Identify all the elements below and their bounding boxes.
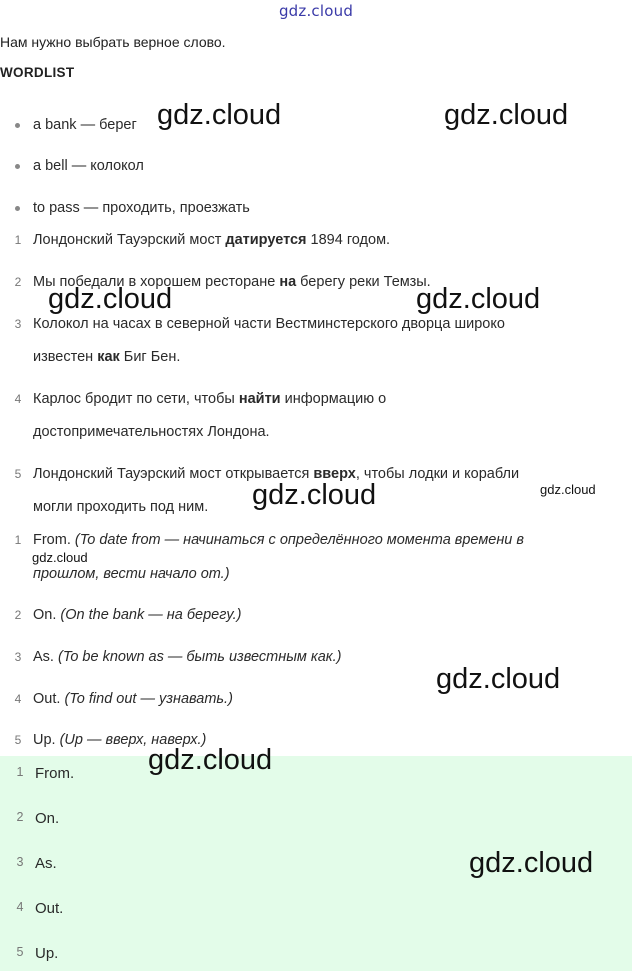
item-number: 3 <box>16 855 24 869</box>
sentence-text: Биг Бен. <box>119 349 181 365</box>
sentence-text: , чтобы лодки и корабли <box>355 466 520 482</box>
explanation-hint: (To be known as — быть известным как.) <box>57 649 342 665</box>
bullet-icon <box>15 206 20 211</box>
sentence-text: достопримечательностях Лондона. <box>33 424 270 440</box>
sentence-text: известен <box>33 349 98 365</box>
answer-word: From. <box>33 532 75 548</box>
explanation-hint: (To date from — начинаться с определённого момента времени в <box>74 532 524 548</box>
site-logo[interactable]: gdz.cloud <box>278 2 354 20</box>
item-number: 2 <box>14 608 22 622</box>
item-number: 2 <box>14 275 22 289</box>
translation: колокол <box>90 158 144 174</box>
highlight-word: вверх <box>313 466 356 482</box>
watermark: gdz.cloud <box>148 744 273 776</box>
watermark: gdz.cloud <box>32 550 88 565</box>
watermark: gdz.cloud <box>469 847 594 879</box>
answer-text: As. <box>35 855 57 872</box>
separator: — <box>67 158 91 174</box>
watermark: gdz.cloud <box>252 479 377 511</box>
answer-word: As. <box>33 649 58 665</box>
bullet-icon <box>15 164 20 169</box>
item-number: 5 <box>14 467 22 481</box>
wordlist-heading: WORDLIST <box>0 65 75 80</box>
separator: — <box>79 200 103 216</box>
explanation-hint: (To find out — узнавать.) <box>64 691 233 707</box>
sentence-text: Мы победали в хорошем ресторане <box>33 274 280 290</box>
term: a bell <box>33 158 68 174</box>
translation: проходить, проезжать <box>102 200 250 216</box>
sentence-text: могли проходить под ним. <box>33 499 209 515</box>
answer-word: On. <box>33 607 61 623</box>
watermark: gdz.cloud <box>48 283 173 315</box>
sentence-text: Карлос бродит по сети, чтобы <box>33 391 239 407</box>
item-number: 4 <box>16 900 24 914</box>
watermark: gdz.cloud <box>444 99 569 131</box>
highlight-word: найти <box>238 391 281 407</box>
sentence-text: информацию о <box>280 391 387 407</box>
item-number: 4 <box>14 692 22 706</box>
sentence-text: Колокол на часах в северной части Вестминстерского дворца широко <box>33 316 505 332</box>
watermark: gdz.cloud <box>540 482 596 497</box>
explanation-hint: прошлом, вести начало от.) <box>33 566 230 582</box>
separator: — <box>76 117 100 133</box>
item-number: 2 <box>16 810 24 824</box>
answer-word: Up. <box>33 732 60 748</box>
item-number: 5 <box>14 733 22 747</box>
watermark: gdz.cloud <box>157 99 282 131</box>
bullet-icon <box>15 123 20 128</box>
item-number: 3 <box>14 317 22 331</box>
highlight-word: датируется <box>225 232 307 248</box>
watermark: gdz.cloud <box>416 283 541 315</box>
explanation-hint: (Up — вверх, наверх.) <box>59 732 207 748</box>
sentence-text: Лондонский Тауэрский мост открывается <box>33 466 314 482</box>
highlight-word: как <box>97 349 120 365</box>
item-number: 1 <box>14 533 22 547</box>
highlight-word: на <box>279 274 297 290</box>
item-number: 1 <box>16 765 24 779</box>
item-number: 5 <box>16 945 24 959</box>
answer-text: From. <box>35 765 75 782</box>
answer-text: Out. <box>35 900 64 917</box>
term: a bank <box>33 117 77 133</box>
item-number: 3 <box>14 650 22 664</box>
watermark: gdz.cloud <box>436 663 561 695</box>
intro-text: Нам нужно выбрать верное слово. <box>0 34 226 50</box>
answer-text: Up. <box>35 945 59 962</box>
sentence-text: берегу реки Темзы. <box>296 274 431 290</box>
explanation-hint: (On the bank — на берегу.) <box>60 607 242 623</box>
sentence-text: Лондонский Тауэрский мост <box>33 232 226 248</box>
item-number: 4 <box>14 392 22 406</box>
answer-text: On. <box>35 810 60 827</box>
translation: берег <box>99 117 137 133</box>
item-number: 1 <box>14 233 22 247</box>
answer-word: Out. <box>33 691 65 707</box>
sentence-text: 1894 годом. <box>306 232 391 248</box>
term: to pass <box>33 200 80 216</box>
